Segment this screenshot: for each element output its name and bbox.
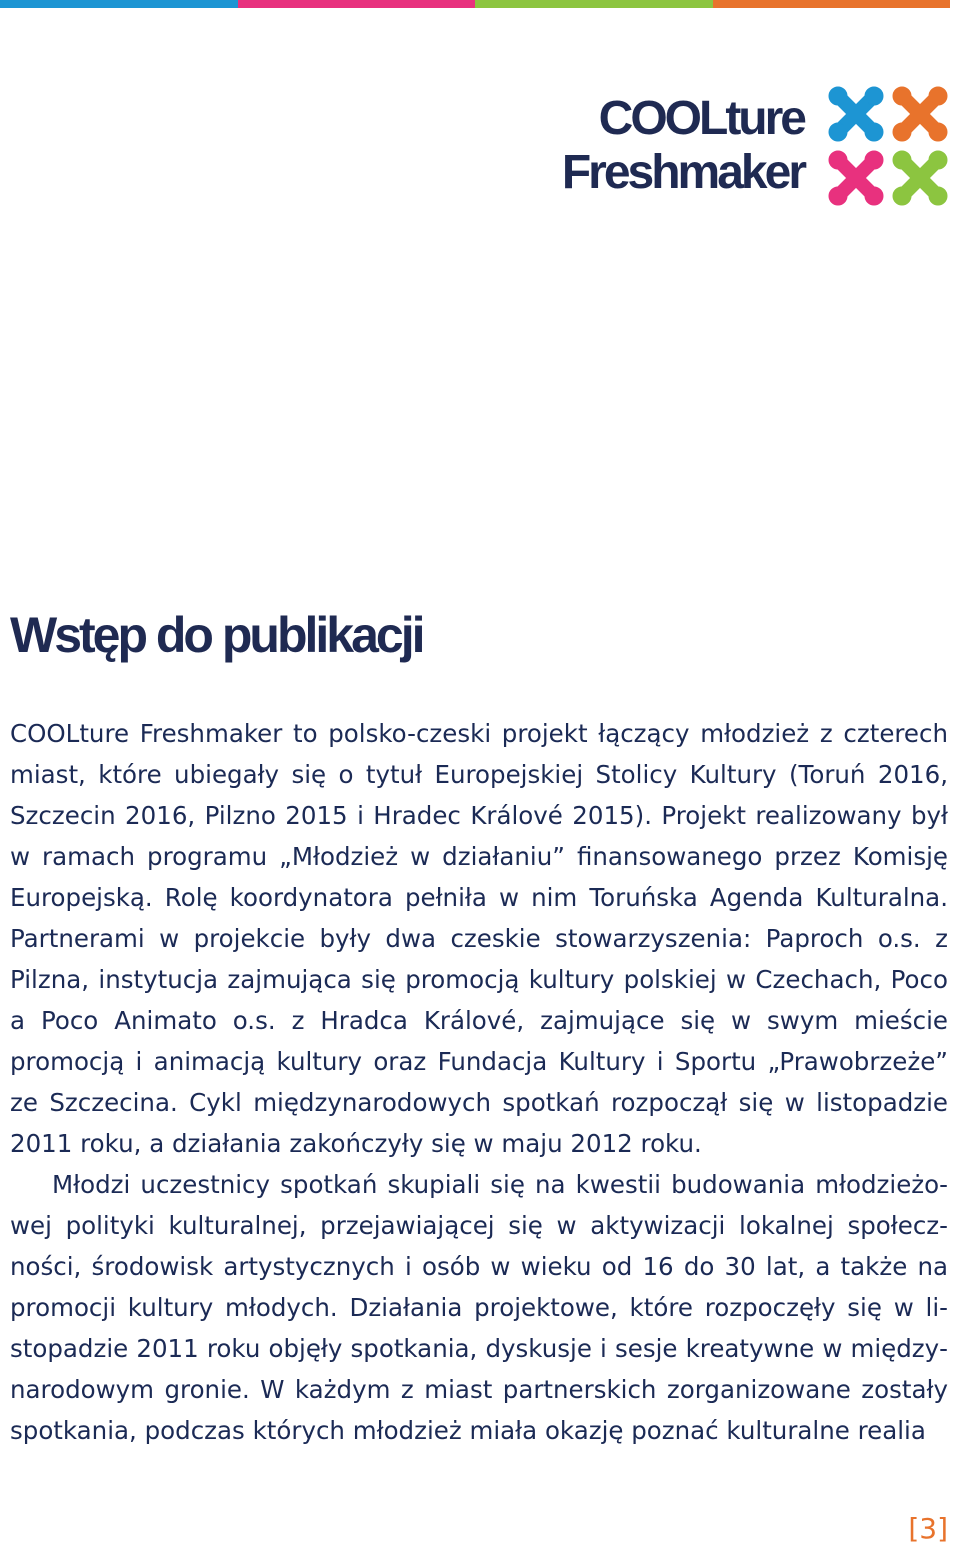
- stripe-blue: [0, 0, 238, 8]
- body-text: [10, 713, 948, 1451]
- logo-line-1: COOLture: [598, 92, 804, 145]
- stripe-orange: [713, 0, 951, 8]
- paragraph-2: Młodzi uczestnicy spotkań skupiali się na kwestii budowania młodzieżowej polityki kulturalnej, przejawiającej się w aktywizacji lokalnej społeczności, środowisk artystycznych i osób w wieku od 16 do 30 lat, a także na promocji kultury młodych. Działania projektowe, które rozpoczęły się w listopadzie 2011 roku objęły spotkania, dyskusje i sesje kreatywne w międzynarodowym gronie. W każdym z miast partnerskich zorganizowane zostały spotkania, podczas których młodzież miała okazję poznać kulturalne realia: [10, 1170, 948, 1445]
- top-color-stripes: [0, 0, 950, 8]
- orange-x-icon: [893, 87, 947, 141]
- coolture-freshmaker-logo: [540, 84, 952, 210]
- pink-x-icon: [829, 151, 883, 205]
- logo-line-2: Freshmaker: [561, 146, 804, 199]
- green-x-icon: [893, 151, 947, 205]
- page-number: [3]: [908, 1512, 948, 1545]
- page-title: Wstęp do publikacji: [10, 607, 423, 663]
- stripe-green: [475, 0, 713, 8]
- logo-wordmark: [562, 92, 804, 200]
- stripe-pink: [238, 0, 476, 8]
- blue-x-icon: [829, 87, 883, 141]
- paragraph-1: COOLture Freshmaker to polsko-czeski projekt łączący młodzież z czterech miast, które ubiegały się o tytuł Europejskiej Stolicy Kultury (Toruń 2016, Szczecin 2016, Pilzno 2015 i Hradec Králové 2015). Projekt realizowany był w ramach programu „Młodzież w działaniu” finansowanego przez Komisję Europejską. Rolę koordynatora pełniła w nim Toruńska Agenda Kulturalna. Partnerami w projekcie były dwa czeskie stowarzyszenia: Paproch o.s. z Pilzna, instytucja zajmująca się promocją kultury polskiej w Czechach, Poco a Poco Animato o.s. z Hradca Králové, zajmujące się w swym mieście promocją i animacją kultury oraz Fundacja Kultury i Sportu „Prawobrzeże” ze Szczecina. Cykl międzynarodowych spotkań rozpoczął się w listopadzie 2011 roku, a działania zakończyły się w maju 2012 roku.: [10, 719, 948, 1158]
- logo-x-marks: [826, 84, 952, 210]
